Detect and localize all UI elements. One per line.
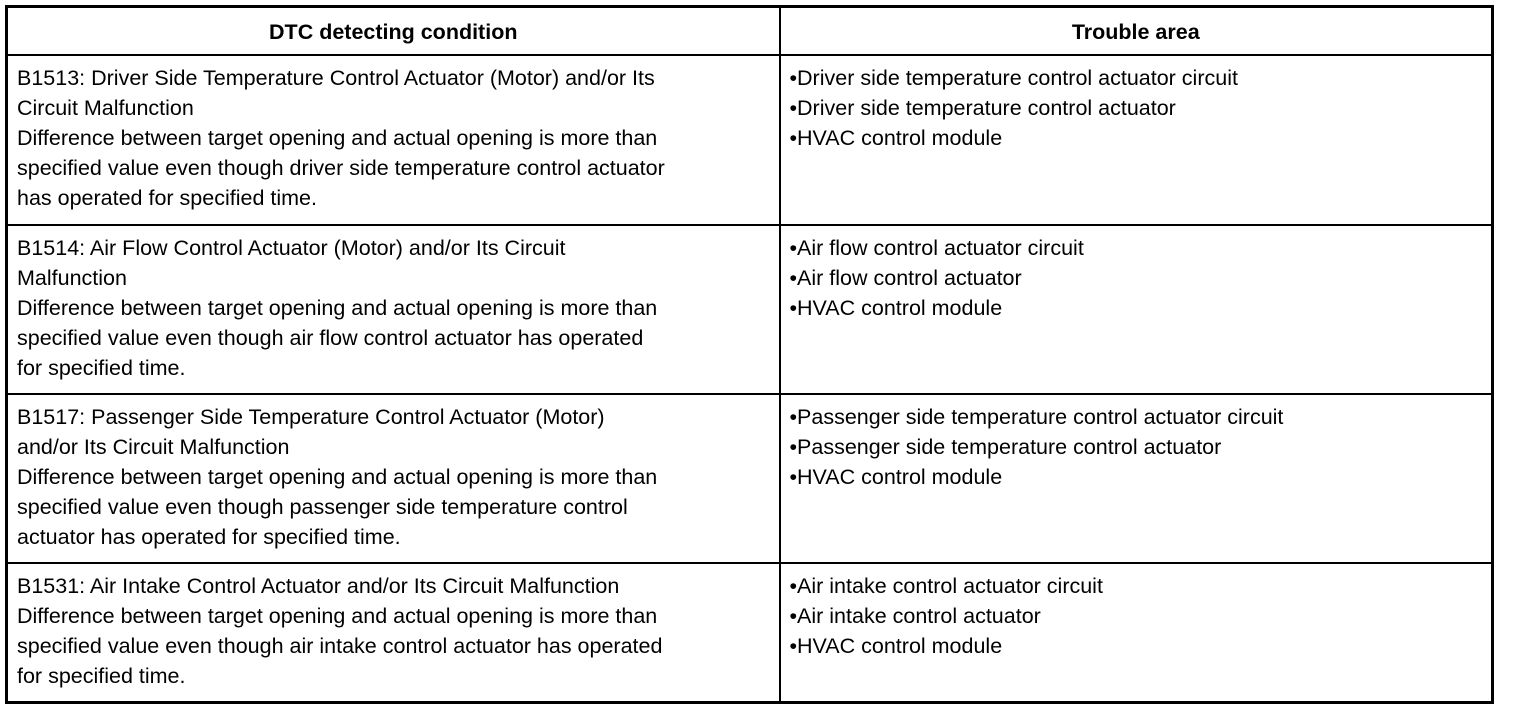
trouble-area-item (790, 233, 1486, 263)
condition-line: Difference between target opening and actual opening is more than (17, 604, 658, 628)
condition-line: Malfunction (17, 266, 127, 290)
trouble-area-cell (780, 225, 1493, 394)
trouble-area-text: Driver side temperature control actuator (797, 96, 1176, 120)
header-condition: DTC detecting condition (7, 7, 780, 56)
condition-line: Difference between target opening and actual opening is more than (17, 126, 658, 150)
bullet-icon: • (789, 435, 798, 459)
trouble-area-item (790, 263, 1486, 293)
bullet-icon: • (789, 405, 798, 429)
condition-line: actuator has operated for specified time. (17, 525, 401, 549)
header-trouble-area: Trouble area (780, 7, 1493, 56)
trouble-area-text: Passenger side temperature control actuator (797, 435, 1222, 459)
trouble-area-item (790, 63, 1486, 93)
condition-line: for specified time. (17, 664, 186, 688)
bullet-icon: • (789, 465, 798, 489)
bullet-icon: • (789, 236, 798, 260)
trouble-area-item (790, 293, 1486, 323)
trouble-area-item (790, 123, 1486, 153)
condition-line: Circuit Malfunction (17, 96, 194, 120)
condition-cell (7, 55, 780, 225)
trouble-area-item (790, 402, 1486, 432)
condition-line: Difference between target opening and actual opening is more than (17, 465, 658, 489)
trouble-area-text: HVAC control module (797, 634, 1003, 658)
bullet-icon: • (789, 296, 798, 320)
trouble-area-item (790, 93, 1486, 123)
bullet-icon: • (789, 574, 798, 598)
condition-line: specified value even though air intake control actuator has operated (17, 634, 663, 658)
trouble-area-cell (780, 55, 1493, 225)
table-row (7, 394, 1493, 563)
trouble-area-text: Air intake control actuator circuit (797, 574, 1103, 598)
trouble-area-item (790, 571, 1486, 601)
condition-line: B1514: Air Flow Control Actuator (Motor) and/or Its Circuit (17, 236, 566, 260)
trouble-area-cell (780, 563, 1493, 703)
trouble-area-text: Air flow control actuator circuit (797, 236, 1084, 260)
condition-line: B1513: Driver Side Temperature Control Actuator (Motor) and/or Its (17, 66, 655, 90)
trouble-area-item (790, 631, 1486, 661)
trouble-area-text: HVAC control module (797, 465, 1003, 489)
bullet-icon: • (789, 96, 798, 120)
condition-cell (7, 225, 780, 394)
condition-line: specified value even though passenger side temperature control (17, 495, 628, 519)
trouble-area-text: Driver side temperature control actuator circuit (797, 66, 1238, 90)
trouble-area-item (790, 432, 1486, 462)
table-row (7, 55, 1493, 225)
bullet-icon: • (789, 126, 798, 150)
bullet-icon: • (789, 66, 798, 90)
bullet-icon: • (789, 634, 798, 658)
bullet-icon: • (789, 604, 798, 628)
trouble-area-text: Air intake control actuator (797, 604, 1041, 628)
condition-line: and/or Its Circuit Malfunction (17, 435, 290, 459)
trouble-area-text: HVAC control module (797, 126, 1003, 150)
table-row (7, 225, 1493, 394)
table-row (7, 563, 1493, 703)
trouble-area-text: Passenger side temperature control actuator circuit (797, 405, 1284, 429)
condition-line: Difference between target opening and actual opening is more than (17, 296, 658, 320)
trouble-area-text: HVAC control module (797, 296, 1003, 320)
bullet-icon: • (789, 266, 798, 290)
condition-cell (7, 394, 780, 563)
condition-line: for specified time. (17, 356, 186, 380)
header-row (7, 7, 1493, 56)
condition-cell (7, 563, 780, 703)
condition-line: B1517: Passenger Side Temperature Control Actuator (Motor) (17, 405, 605, 429)
condition-line: specified value even though driver side temperature control actuator (17, 156, 665, 180)
trouble-area-item (790, 462, 1486, 492)
condition-line: has operated for specified time. (17, 186, 317, 210)
condition-line: specified value even though air flow control actuator has operated (17, 326, 644, 350)
condition-line: B1531: Air Intake Control Actuator and/or Its Circuit Malfunction (17, 574, 620, 598)
trouble-area-text: Air flow control actuator (797, 266, 1022, 290)
trouble-area-cell (780, 394, 1493, 563)
dtc-table (5, 5, 1494, 704)
trouble-area-item (790, 601, 1486, 631)
